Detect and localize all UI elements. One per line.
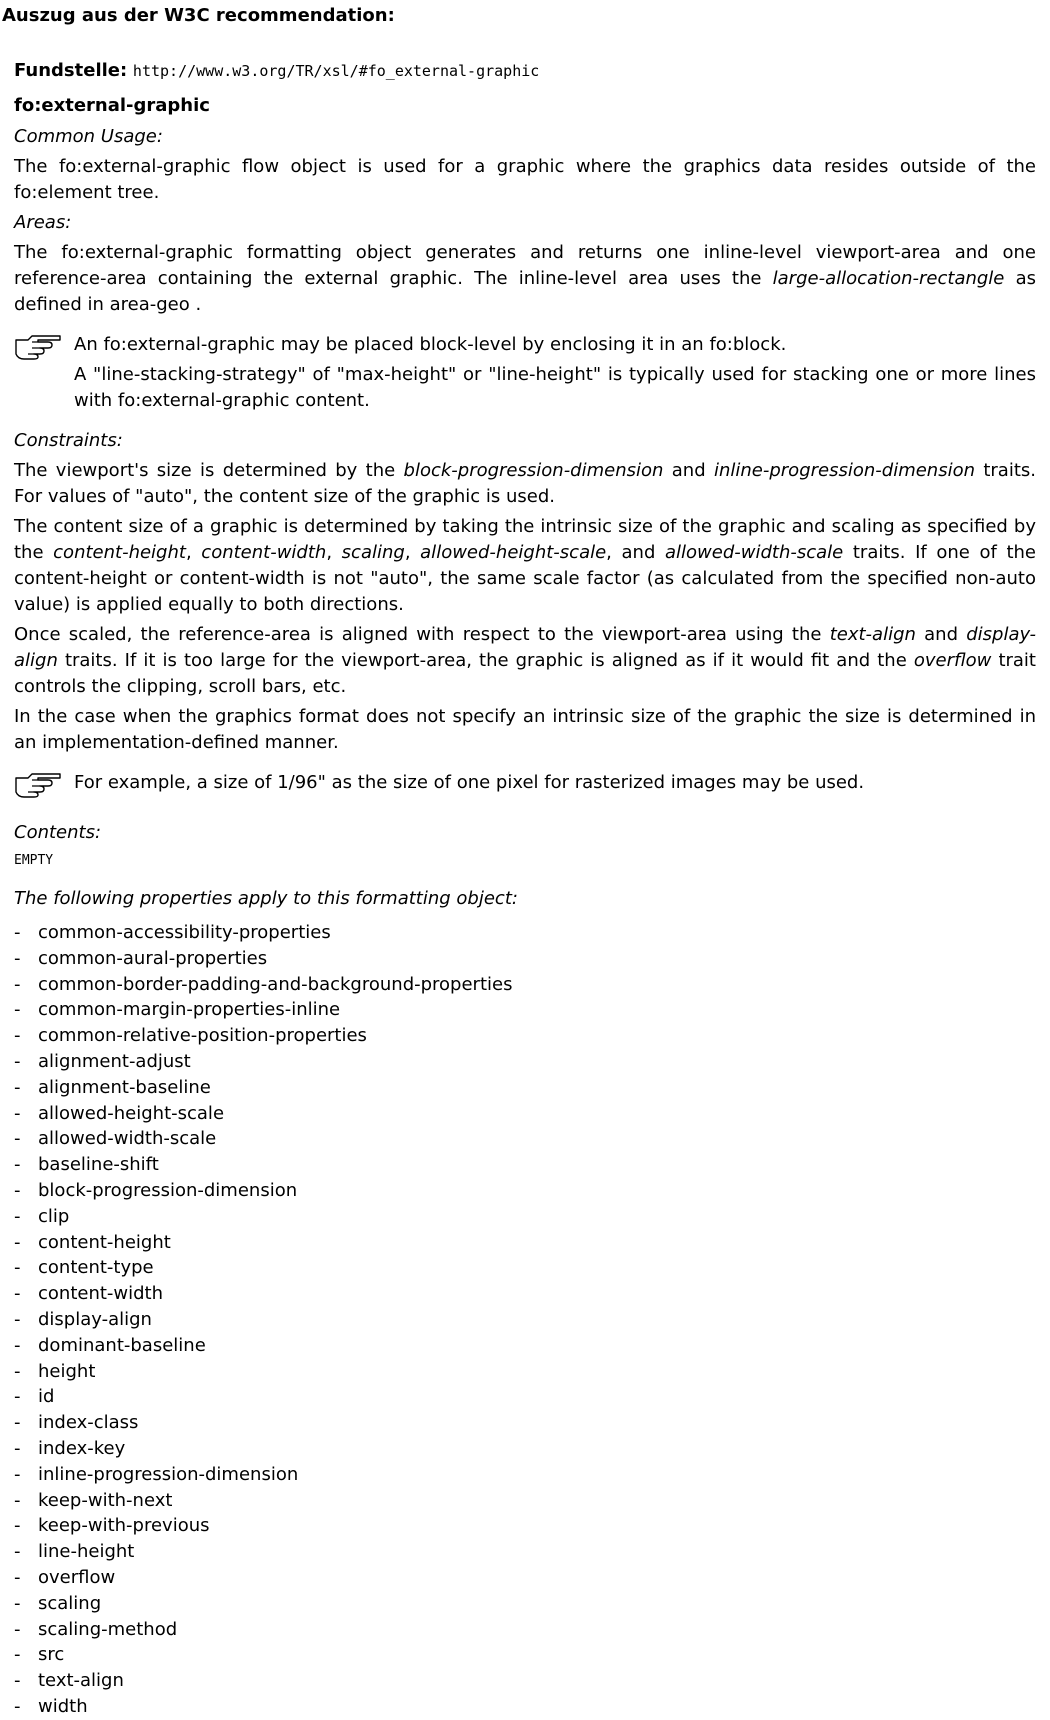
property-name: index-key xyxy=(38,1437,126,1459)
list-item xyxy=(14,1642,1036,1668)
property-name: clip xyxy=(38,1205,70,1227)
spec-excerpt xyxy=(14,58,1036,1720)
contents-label: Contents: xyxy=(14,822,102,843)
list-bullet: - xyxy=(14,1257,21,1279)
areas-label: Areas: xyxy=(14,212,72,233)
list-bullet: - xyxy=(14,973,21,995)
property-name: text-align xyxy=(38,1670,124,1692)
list-bullet: - xyxy=(14,1308,21,1330)
text-part: , xyxy=(326,542,342,563)
list-bullet: - xyxy=(14,1102,21,1124)
list-bullet: - xyxy=(14,922,21,943)
list-item xyxy=(14,1075,1036,1101)
list-bullet: - xyxy=(14,1205,21,1227)
list-bullet: - xyxy=(14,1386,21,1408)
text-part: The viewport's size is determined by the xyxy=(14,460,404,481)
trait-name: allowed-width-scale xyxy=(664,542,844,563)
list-item xyxy=(14,1178,1036,1204)
object-name: fo:external-graphic xyxy=(14,95,210,116)
note-line: For example, a size of 1/96" as the size of one pixel for rasterized images may be used. xyxy=(74,772,865,793)
text-part: Once scaled, the reference-area is aligned with respect to the viewport-area using the xyxy=(14,624,830,645)
trait-name: text-align xyxy=(829,624,916,645)
property-name: index-class xyxy=(38,1412,139,1434)
text-part: traits. For values of "auto", the content size of the graphic is used. xyxy=(14,460,1036,507)
list-item xyxy=(14,1126,1036,1152)
list-bullet: - xyxy=(14,1618,21,1640)
trait-name: display-align xyxy=(14,624,1036,671)
properties-list xyxy=(14,920,1036,1720)
list-item xyxy=(14,1230,1036,1256)
property-name: width xyxy=(38,1695,88,1717)
list-item xyxy=(14,1255,1036,1281)
list-bullet: - xyxy=(14,1334,21,1356)
list-item xyxy=(14,1101,1036,1127)
text-part: traits. If it is too large for the viewport-area, the graphic is aligned as if it would fit and the xyxy=(57,650,914,671)
list-bullet: - xyxy=(14,1515,21,1537)
list-bullet: - xyxy=(14,1592,21,1614)
property-name: allowed-height-scale xyxy=(38,1102,225,1124)
note-block xyxy=(14,332,1036,414)
pointing-hand-icon xyxy=(14,770,62,798)
source-label: Fundstelle: xyxy=(14,60,128,81)
property-name: alignment-adjust xyxy=(38,1050,191,1072)
properties-label: The following properties apply to this formatting object: xyxy=(14,888,518,909)
list-item xyxy=(14,1513,1036,1539)
pointing-hand-icon xyxy=(14,332,62,360)
list-item xyxy=(14,1204,1036,1230)
list-bullet: - xyxy=(14,1463,21,1485)
constraints-paragraph xyxy=(14,622,1036,700)
text-part: traits. If one of the content-height or content-width is not "auto", the same scale factor (as calculated from the specified non-auto value) is applied equally to both directions. xyxy=(14,542,1036,615)
property-name: content-width xyxy=(38,1283,164,1305)
property-name: common-relative-position-properties xyxy=(38,1025,367,1047)
trait-name: inline-progression-dimension xyxy=(713,460,976,481)
note-block xyxy=(14,770,1036,796)
trait-name: content-height xyxy=(53,542,186,563)
text-part: The content size of a graphic is determined by taking the intrinsic size of the graphic and scaling as specified by the xyxy=(14,516,1036,563)
list-bullet: - xyxy=(14,1412,21,1434)
note-line: An fo:external-graphic may be placed block-level by enclosing it in an fo:block. xyxy=(74,334,787,355)
property-name: id xyxy=(38,1386,55,1408)
list-bullet: - xyxy=(14,1360,21,1382)
text-part: trait controls the clipping, scroll bars, etc. xyxy=(14,650,1036,697)
property-name: keep-with-previous xyxy=(38,1515,210,1537)
list-item xyxy=(14,1539,1036,1565)
property-name: common-aural-properties xyxy=(38,947,268,969)
text-part: , and xyxy=(606,542,665,563)
property-name: common-border-padding-and-background-properties xyxy=(38,973,513,995)
property-name: overflow xyxy=(38,1566,116,1588)
property-name: inline-progression-dimension xyxy=(38,1463,299,1485)
property-name: dominant-baseline xyxy=(38,1334,206,1356)
trait-name: scaling xyxy=(341,542,405,563)
source-reference xyxy=(14,58,1036,84)
list-item xyxy=(14,1436,1036,1462)
text-part: and xyxy=(663,460,714,481)
property-name: display-align xyxy=(38,1308,152,1330)
list-bullet: - xyxy=(14,1437,21,1459)
property-name: keep-with-next xyxy=(38,1489,173,1511)
constraints-paragraph xyxy=(14,514,1036,618)
list-bullet: - xyxy=(14,1695,21,1717)
contents-value: EMPTY xyxy=(14,853,54,868)
list-bullet: - xyxy=(14,1154,21,1176)
list-item xyxy=(14,1694,1036,1720)
list-item xyxy=(14,920,1036,946)
text-part: , xyxy=(185,542,202,563)
property-name: block-progression-dimension xyxy=(38,1179,298,1201)
list-item xyxy=(14,972,1036,998)
list-bullet: - xyxy=(14,1025,21,1047)
list-bullet: - xyxy=(14,1644,21,1666)
property-name: content-height xyxy=(38,1231,171,1253)
list-bullet: - xyxy=(14,1541,21,1563)
constraints-label: Constraints: xyxy=(14,430,123,451)
list-bullet: - xyxy=(14,1670,21,1692)
list-bullet: - xyxy=(14,1179,21,1201)
list-item xyxy=(14,1462,1036,1488)
property-name: line-height xyxy=(38,1541,135,1563)
common-usage-text: The fo:external-graphic flow object is used for a graphic where the graphics data resides outside of the fo:element tree. xyxy=(14,156,1036,203)
list-item xyxy=(14,997,1036,1023)
list-bullet: - xyxy=(14,1076,21,1098)
list-item xyxy=(14,1049,1036,1075)
list-item xyxy=(14,1333,1036,1359)
list-bullet: - xyxy=(14,999,21,1021)
list-item xyxy=(14,1384,1036,1410)
areas-text-emphasis: large-allocation-rectangle xyxy=(772,268,1005,289)
constraints-paragraph: In the case when the graphics format does not specify an intrinsic size of the graphic the size is determined in an implementation-defined manner. xyxy=(14,706,1036,753)
list-item xyxy=(14,1668,1036,1694)
trait-name: overflow xyxy=(913,650,992,671)
spacer xyxy=(14,810,1036,820)
property-name: src xyxy=(38,1644,65,1666)
areas-text-part: The fo:external-graphic formatting object generates and returns one inline-level viewport-area and one reference-area containing the external graphic. The inline-level area uses the xyxy=(14,242,1036,289)
property-name: scaling-method xyxy=(38,1618,178,1640)
list-item xyxy=(14,1565,1036,1591)
constraints-paragraph xyxy=(14,458,1036,510)
list-bullet: - xyxy=(14,1050,21,1072)
list-item xyxy=(14,1617,1036,1643)
list-item xyxy=(14,1307,1036,1333)
list-item xyxy=(14,1410,1036,1436)
property-name: scaling xyxy=(38,1592,102,1614)
list-bullet: - xyxy=(14,1489,21,1511)
list-bullet: - xyxy=(14,1128,21,1150)
trait-name: block-progression-dimension xyxy=(403,460,664,481)
list-bullet: - xyxy=(14,1283,21,1305)
property-name: baseline-shift xyxy=(38,1154,159,1176)
property-name: common-margin-properties-inline xyxy=(38,999,341,1021)
trait-name: content-width xyxy=(201,542,327,563)
property-name: height xyxy=(38,1360,96,1382)
list-bullet: - xyxy=(14,947,21,969)
list-item xyxy=(14,1359,1036,1385)
source-url: http://www.w3.org/TR/xsl/#fo_external-graphic xyxy=(132,62,540,80)
list-item xyxy=(14,1023,1036,1049)
common-usage-label: Common Usage: xyxy=(14,126,163,147)
text-part: and xyxy=(915,624,967,645)
list-item xyxy=(14,1281,1036,1307)
list-item xyxy=(14,1591,1036,1617)
property-name: allowed-width-scale xyxy=(38,1128,217,1150)
property-name: alignment-baseline xyxy=(38,1076,211,1098)
trait-name: allowed-height-scale xyxy=(420,542,607,563)
areas-text-part: as defined in area-geo . xyxy=(14,268,1036,315)
list-item xyxy=(14,1152,1036,1178)
list-bullet: - xyxy=(14,1566,21,1588)
list-item xyxy=(14,946,1036,972)
areas-text xyxy=(14,240,1036,318)
note-line: A "line-stacking-strategy" of "max-height" or "line-height" is typically used for stacking one or more lines with fo:external-graphic content. xyxy=(74,364,1036,411)
page-heading: Auszug aus der W3C recommendation: xyxy=(2,5,395,26)
property-name: content-type xyxy=(38,1257,154,1279)
list-item xyxy=(14,1488,1036,1514)
list-bullet: - xyxy=(14,1231,21,1253)
text-part: , xyxy=(404,542,421,563)
property-name: common-accessibility-properties xyxy=(38,922,331,943)
